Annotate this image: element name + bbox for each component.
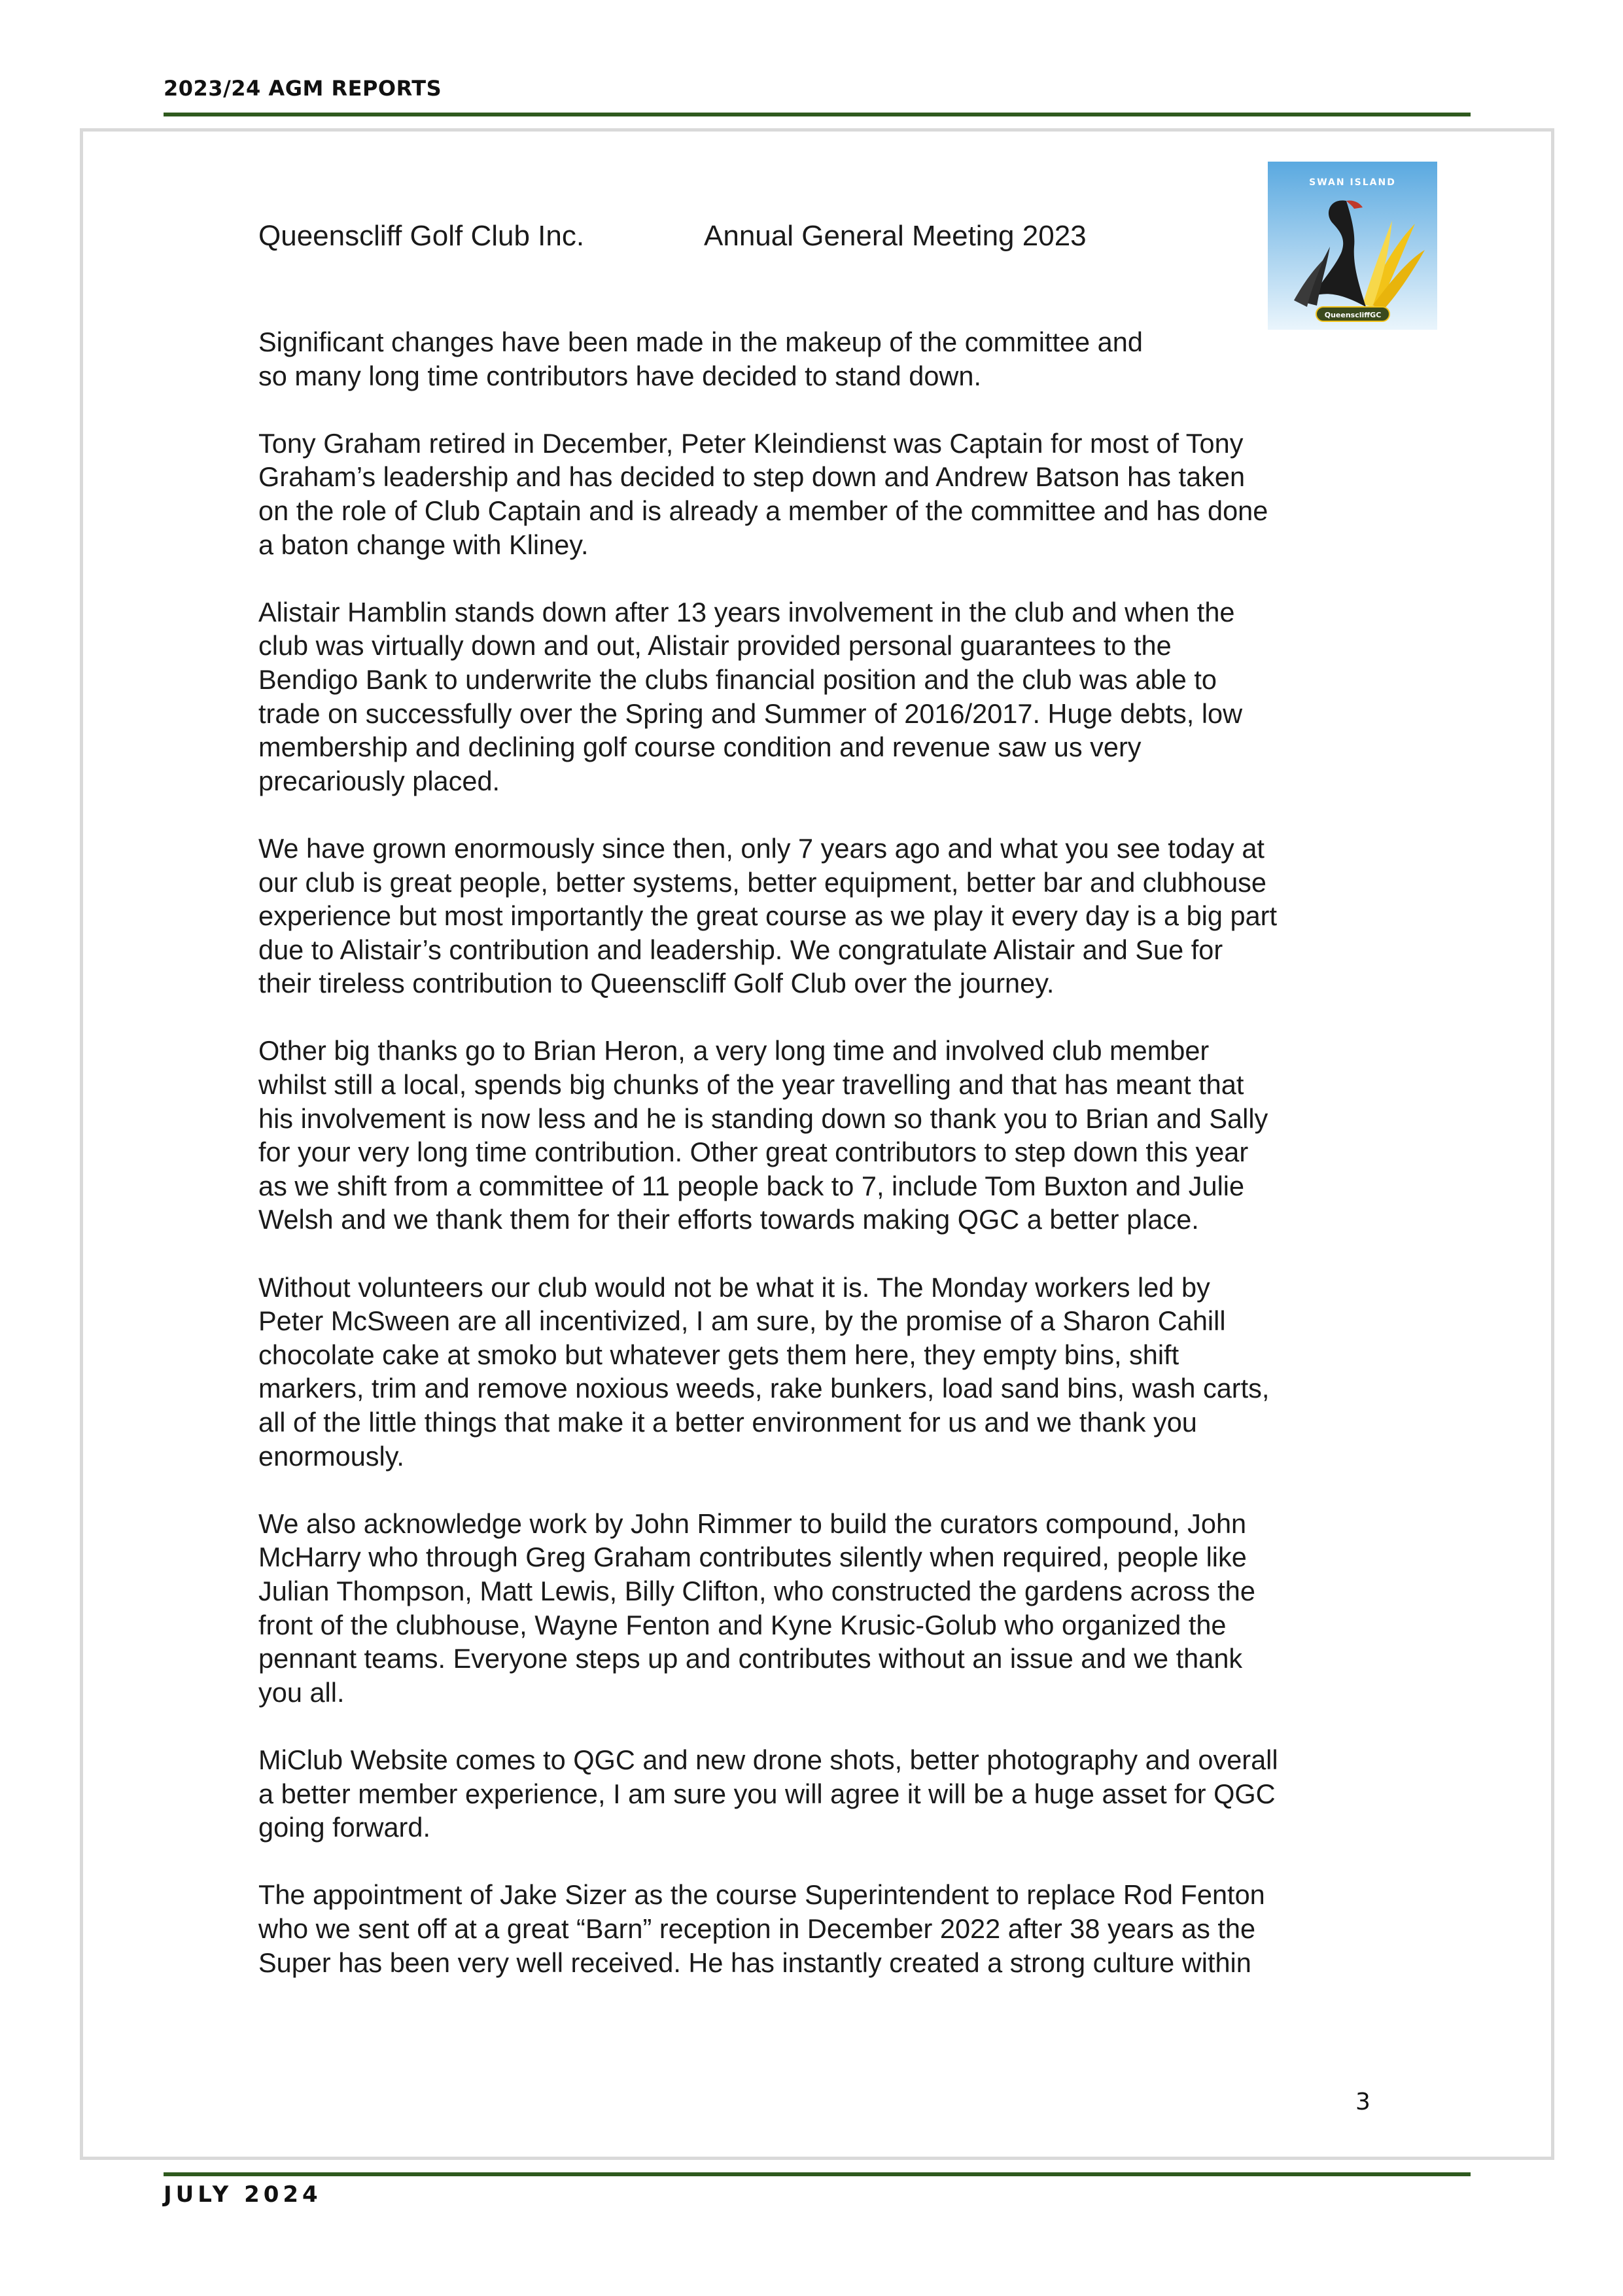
footer-divider [164, 2172, 1471, 2176]
paragraph-growth: We have grown enormously since then, only 7 years ago and what you see today at our club is great people, better systems, better equipment, better bar and clubhouse experience but most importantly the great course as we play it every day is a big part due to Alistair’s contribution and leadership. We congratulate Alistair and Sue for their tireless contribution to Queenscliff Golf Club over the journey. [258, 832, 1278, 999]
paragraph-volunteers: Without volunteers our club would not be what it is. The Monday workers led by Peter McSween are all incentivized, I am sure, by the promise of a Sharon Cahill chocolate cake at smoko but whatever gets them here, they empty bins, shift markers, trim and remove noxious weeds, rake bunkers, load sand bins, wash carts, all of the little things that make it a better environment for us and we thank you enormously. [258, 1271, 1270, 1472]
report-body [258, 325, 1384, 2013]
logo-badge-text: QueenscliffGC [1324, 311, 1382, 319]
document-title-line [258, 220, 1087, 253]
meeting-title: Annual General Meeting 2023 [704, 220, 1087, 252]
paragraph-alistair-hamblin: Alistair Hamblin stands down after 13 years involvement in the club and when the club was virtually down and out, Alistair provided personal guarantees to the Bendigo Bank to underwrite the clubs financial position and the club was able to trade on successfully over the Spring and Summer of 2016/2017. Huge debts, low membership and declining golf course condition and revenue saw us very precariously placed. [258, 596, 1243, 796]
paragraph-club-captain: Tony Graham retired in December, Peter Kleindienst was Captain for most of Tony Graham’s leadership and has decided to step down and Andrew Batson has taken on the role of Club Captain and is already a member of the committee and has done a baton change with Kliney. [258, 427, 1268, 560]
paragraph-miclub-website: MiClub Website comes to QGC and new drone shots, better photography and overall a better member experience, I am sure you will agree it will be a huge asset for QGC going forward. [258, 1744, 1278, 1843]
report-header-label: 2023/24 AGM REPORTS [164, 76, 442, 101]
paragraph-brian-heron: Other big thanks go to Brian Heron, a very long time and involved club member whilst still a local, spends big chunks of the year travelling and that has meant that his involvement is now less and he is standing down so thank you to Brian and Sally for your very long time contribution. Other great contributors to step down this year as we shift from a committee of 11 people back to 7, include Tom Buxton and Julie Welsh and we thank them for their efforts towards making QGC a better place. [258, 1035, 1268, 1235]
club-name: Queenscliff Golf Club Inc. [258, 220, 585, 252]
paragraph-acknowledgements: We also acknowledge work by John Rimmer to build the curators compound, John McHarry who through Greg Graham contributes silently when required, people like Julian Thompson, Matt Lewis, Billy Clifton, who constructed the gardens across the front of the clubhouse, Wayne Fenton and Kyne Krusic-Golub who organized the pennant teams. Everyone steps up and contributes without an issue and we thank you all. [258, 1508, 1255, 1708]
report-footer-date: JULY 2024 [164, 2181, 322, 2208]
club-logo-icon [1268, 162, 1437, 330]
paragraph-superintendent: The appointment of Jake Sizer as the course Superintendent to replace Rod Fenton who we sent off at a great “Barn” reception in December 2022 after 38 years as the Super has been very well received. He has instantly created a strong culture within [258, 1879, 1265, 1978]
paragraph-committee-changes: Significant changes have been made in the makeup of the committee and so many long time contributors have decided to stand down. [258, 327, 1143, 391]
page-number: 3 [1355, 2089, 1370, 2115]
logo-top-text: SWAN ISLAND [1309, 177, 1396, 188]
header-divider [164, 113, 1471, 116]
